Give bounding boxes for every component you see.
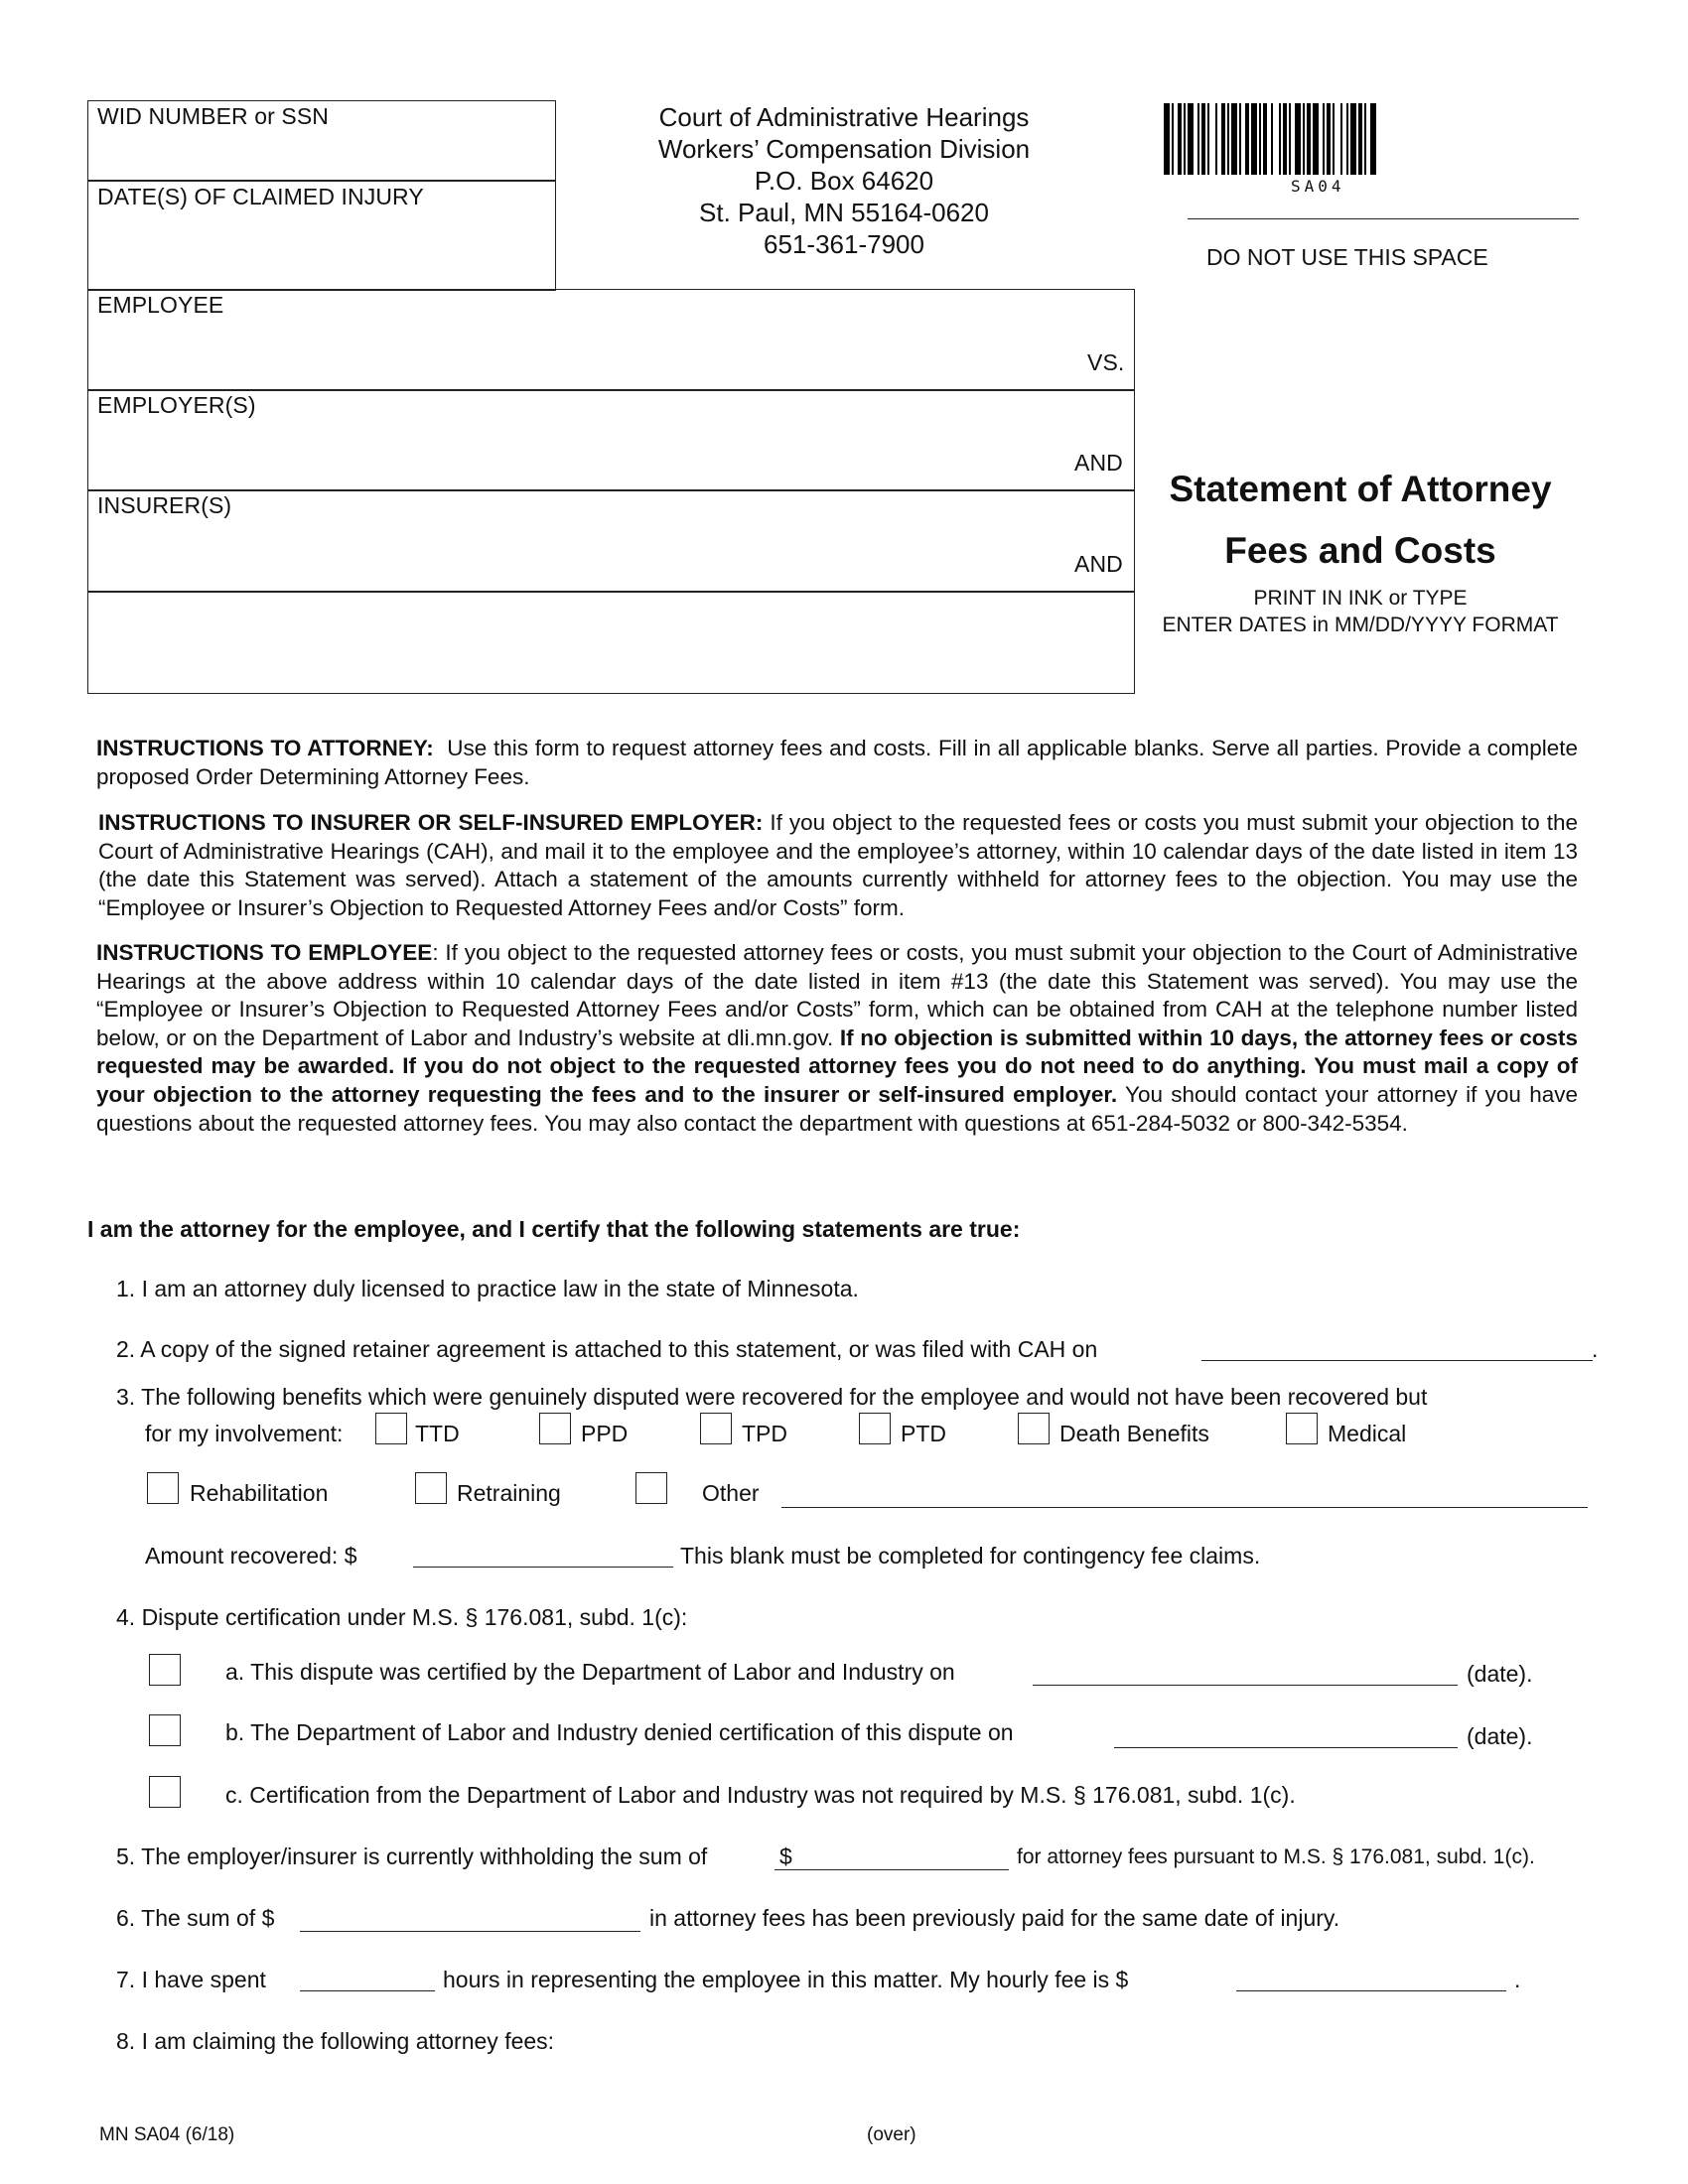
court-name: Court of Administrative Hearings: [658, 102, 1030, 132]
other-checkbox[interactable]: [635, 1472, 667, 1504]
item-1: 1. I am an attorney duly licensed to practice law in the state of Minnesota.: [116, 1276, 859, 1301]
and-label-2: AND: [1074, 551, 1123, 577]
amount-recovered-note: This blank must be completed for contingency fee claims.: [680, 1543, 1261, 1569]
certify-statement: I am the attorney for the employee, and I certify that the following statements are true:: [87, 1216, 1021, 1242]
and-label-1: AND: [1074, 450, 1123, 476]
hours-spent-line[interactable]: [300, 1990, 435, 1991]
denied-date-suffix: (date).: [1467, 1723, 1533, 1749]
item-7-period: .: [1514, 1967, 1521, 1992]
amount-recovered-line[interactable]: [413, 1567, 673, 1568]
denied-date-line[interactable]: [1114, 1747, 1458, 1748]
ttd-checkbox[interactable]: [375, 1413, 407, 1444]
other-label: Other: [702, 1480, 760, 1506]
item-7-middle: hours in representing the employee in this matter. My hourly fee is $: [443, 1967, 1129, 1992]
instructions-insurer: [98, 809, 1578, 922]
do-not-use-rule: [1188, 218, 1579, 219]
item-6-start: 6. The sum of $: [116, 1905, 275, 1931]
item-4c: c. Certification from the Department of Labor and Industry was not required by M.S. § 176.081, subd. 1(c).: [225, 1782, 1296, 1808]
ttd-label: TTD: [415, 1421, 460, 1446]
item-4b: b. The Department of Labor and Industry denied certification of this dispute on: [225, 1719, 1014, 1745]
instructions-attorney: [96, 735, 1578, 791]
insurer-box[interactable]: [87, 489, 1135, 593]
dispute-denied-checkbox[interactable]: [149, 1714, 181, 1746]
instructions-attorney-text: Use this form to request attorney fees and costs. Fill in all applicable blanks. Serve all parties. Provide a complete proposed Order Determining Attorney Fees.: [96, 736, 1578, 789]
barcode-text: SA04: [1291, 177, 1345, 196]
instructions-insurer-heading: INSTRUCTIONS TO INSURER OR SELF-INSURED EMPLOYER:: [98, 810, 764, 835]
certified-date-line[interactable]: [1033, 1685, 1458, 1686]
item-3-line-1: 3. The following benefits which were genuinely disputed were recovered for the employee and would not have been recovered but: [116, 1384, 1428, 1410]
instructions-attorney-heading: INSTRUCTIONS TO ATTORNEY:: [96, 736, 434, 760]
item-2: 2. A copy of the signed retainer agreement is attached to this statement, or was filed with CAH on: [116, 1336, 1098, 1362]
tpd-label: TPD: [742, 1421, 787, 1446]
item-7-start: 7. I have spent: [116, 1967, 266, 1992]
court-pobox: P.O. Box 64620: [754, 166, 934, 196]
form-title: [1147, 459, 1574, 582]
death-benefits-label: Death Benefits: [1059, 1421, 1209, 1446]
title-notes: [1132, 585, 1589, 638]
print-note: PRINT IN INK or TYPE: [1253, 587, 1468, 610]
date-format-note: ENTER DATES in MM/DD/YYYY FORMAT: [1162, 614, 1559, 636]
item-5-dollar: $: [779, 1843, 792, 1869]
hourly-fee-line[interactable]: [1236, 1990, 1506, 1991]
wid-label: WID NUMBER or SSN: [97, 103, 329, 129]
certified-date-suffix: (date).: [1467, 1661, 1533, 1687]
instructions-employee-warning: If no objection is submitted within 10 days, the attorney fees or costs requested may be awarded. If you do not object to the requested attorney fees you do not need to do anything. You must mail a copy of your objection to the attorney requesting the fees and to the insurer or self-insured employer.: [96, 1024, 1578, 1107]
item-4: 4. Dispute certification under M.S. § 176.081, subd. 1(c):: [116, 1604, 688, 1630]
over-note: (over): [867, 2124, 916, 2145]
instructions-employee-tail: You should contact your attorney if you have questions about the requested attorney fees. You may also contact the department with questions at 651-284-5032 or 800-342-5354.: [96, 1081, 1578, 1136]
item-8: 8. I am claiming the following attorney fees:: [116, 2028, 555, 2054]
instructions-employee-text: : If you object to the requested attorney fees or costs, you must submit your objection to the Court of Administrative Hearings at the above address within 10 calendar days of the date listed in item #13 (the date this Statement was served). You may use the “Employee or Insurer’s Objection to Requested Attorney Fees and/or Costs” form, which can be obtained from CAH at the telephone number listed below, or on the Department of Labor and Industry’s website at dli.mn.gov.: [96, 940, 1578, 1050]
item-5-end: for attorney fees pursuant to M.S. § 176.081, subd. 1(c).: [1017, 1845, 1535, 1868]
form-id: MN SA04 (6/18): [99, 2124, 235, 2145]
court-address: [576, 101, 1112, 260]
title-line-2: Fees and Costs: [1224, 530, 1496, 571]
instructions-employee: [96, 939, 1578, 1138]
instructions-employee-heading: INSTRUCTIONS TO EMPLOYEE: [96, 940, 433, 965]
employee-box[interactable]: [87, 289, 1135, 391]
employer-label: EMPLOYER(S): [97, 392, 256, 418]
retraining-checkbox[interactable]: [415, 1472, 447, 1504]
ppd-checkbox[interactable]: [539, 1413, 571, 1444]
insurer-label: INSURER(S): [97, 492, 232, 518]
rehabilitation-label: Rehabilitation: [190, 1480, 329, 1506]
tpd-checkbox[interactable]: [700, 1413, 732, 1444]
medical-label: Medical: [1328, 1421, 1407, 1446]
ptd-label: PTD: [901, 1421, 946, 1446]
item-6-end: in attorney fees has been previously paid for the same date of injury.: [649, 1905, 1340, 1931]
item-5-start: 5. The employer/insurer is currently withholding the sum of: [116, 1843, 708, 1869]
ppd-label: PPD: [581, 1421, 629, 1446]
item-2-period: .: [1592, 1336, 1599, 1362]
title-line-1: Statement of Attorney: [1169, 469, 1552, 509]
do-not-use-label: DO NOT USE THIS SPACE: [1206, 244, 1488, 270]
barcode: [1164, 103, 1506, 179]
court-phone: 651-361-7900: [764, 229, 924, 259]
court-division: Workers’ Compensation Division: [657, 134, 1031, 164]
rehabilitation-checkbox[interactable]: [147, 1472, 179, 1504]
withholding-amount-line[interactable]: [774, 1869, 1009, 1870]
court-city: St. Paul, MN 55164-0620: [699, 198, 989, 227]
not-required-checkbox[interactable]: [149, 1776, 181, 1808]
medical-checkbox[interactable]: [1286, 1413, 1318, 1444]
ptd-checkbox[interactable]: [859, 1413, 891, 1444]
employee-label: EMPLOYEE: [97, 292, 224, 318]
item-3-line-2: for my involvement:: [145, 1421, 344, 1446]
item-4a: a. This dispute was certified by the Department of Labor and Industry on: [225, 1659, 955, 1685]
injury-date-label: DATE(S) OF CLAIMED INJURY: [97, 184, 424, 209]
instructions-insurer-text: If you object to the requested fees or costs you must submit your objection to the Court of Administrative Hearings (CAH), and mail it to the employee and the employee’s attorney, within 10 calendar days of the date listed in item 13 (the date this Statement was served). Attach a statement of the amounts currently withheld for attorney fees to the objection. You may use the “Employee or Insurer’s Objection to Requested Attorney Fees and/or Costs” form.: [98, 810, 1579, 920]
amount-recovered-label: Amount recovered: $: [145, 1543, 357, 1569]
additional-party-box[interactable]: [87, 591, 1135, 694]
retainer-date-line[interactable]: [1201, 1360, 1593, 1361]
previously-paid-line[interactable]: [300, 1931, 640, 1932]
other-benefit-line[interactable]: [781, 1507, 1588, 1508]
vs-label: VS.: [1087, 349, 1125, 375]
retraining-label: Retraining: [457, 1480, 561, 1506]
death-benefits-checkbox[interactable]: [1018, 1413, 1050, 1444]
dispute-certified-checkbox[interactable]: [149, 1654, 181, 1686]
